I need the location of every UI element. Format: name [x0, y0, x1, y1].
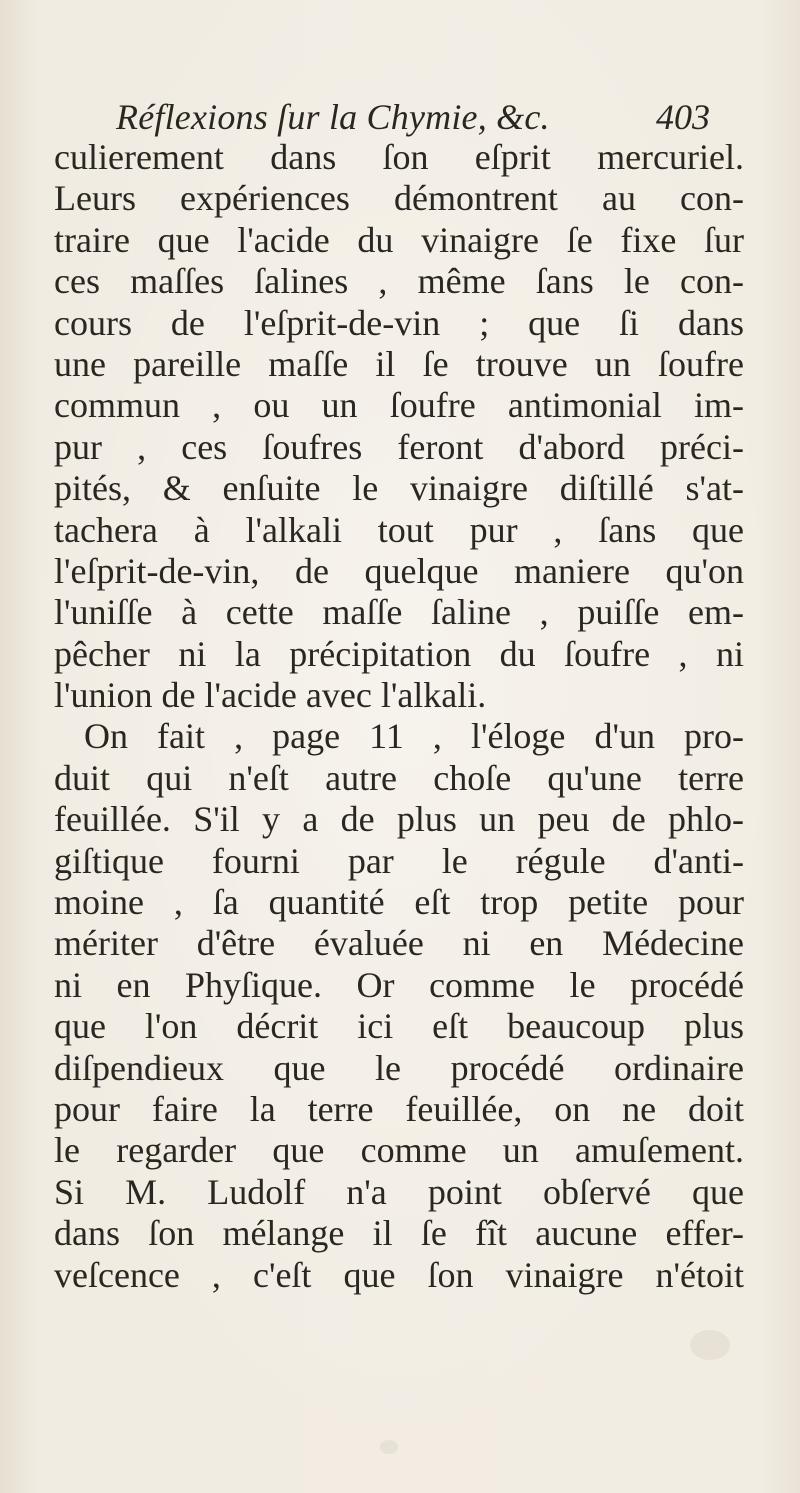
text-line: veſcence , c'eſt que ſon vinaigre n'étoit	[54, 1254, 744, 1295]
text-line: que l'on décrit ici eſt beaucoup plus	[54, 1006, 744, 1047]
text-line: duit qui n'eſt autre choſe qu'une terre	[54, 757, 744, 798]
text-line: pités, & enſuite le vinaigre diſtillé s'at-	[54, 468, 744, 509]
running-title: Réflexions ſur la Chymie, &c.	[116, 97, 550, 137]
text-line: pur , ces ſoufres feront d'abord préci-	[54, 426, 744, 467]
text-line: traire que l'acide du vinaigre ſe fixe ſur	[54, 219, 744, 260]
text-line: pour faire la terre feuillée, on ne doit	[54, 1088, 744, 1129]
text-line: cours de l'eſprit-de-vin ; que ſi dans	[54, 302, 744, 343]
text-line: dans ſon mélange il ſe fît aucune effer-	[54, 1213, 744, 1254]
paragraph-start-line: On fait , page 11 , l'éloge d'un pro-	[84, 716, 744, 757]
text-line: Si M. Ludolf n'a point obſervé que	[54, 1171, 744, 1212]
paper-stain	[690, 1330, 730, 1360]
text-line: culierement dans ſon eſprit mercuriel.	[54, 137, 744, 177]
text-line: feuillée. S'il y a de plus un peu de phlo-	[54, 799, 744, 840]
text-line: giſtique fourni par le régule d'anti-	[54, 840, 744, 881]
text-line: l'uniſſe à cette maſſe ſaline , puiſſe em-	[54, 592, 744, 633]
body-text	[54, 137, 744, 1296]
text-line: ni en Phyſique. Or comme le procédé	[54, 964, 744, 1005]
text-line: pêcher ni la précipitation du ſoufre , ni	[54, 633, 744, 674]
text-line: ces maſſes ſalines , même ſans le con-	[54, 261, 744, 302]
text-line: diſpendieux que le procédé ordinaire	[54, 1047, 744, 1088]
paragraph-end-line: l'union de l'acide avec l'alkali.	[54, 675, 487, 716]
text-line: le regarder que comme un amuſement.	[54, 1130, 744, 1171]
text-line: l'eſprit-de-vin, de quelque maniere qu'on	[54, 550, 744, 591]
paper-stain	[380, 1440, 398, 1454]
text-line: commun , ou un ſoufre antimonial im-	[54, 385, 744, 426]
text-line: tachera à l'alkali tout pur , ſans que	[54, 509, 744, 550]
text-line: Leurs expériences démontrent au con-	[54, 178, 744, 219]
text-line: une pareille maſſe il ſe trouve un ſoufre	[54, 343, 744, 384]
page-number: 403	[656, 97, 710, 137]
text-line: mériter d'être évaluée ni en Médecine	[54, 923, 744, 964]
text-line: moine , ſa quantité eſt trop petite pour	[54, 882, 744, 923]
